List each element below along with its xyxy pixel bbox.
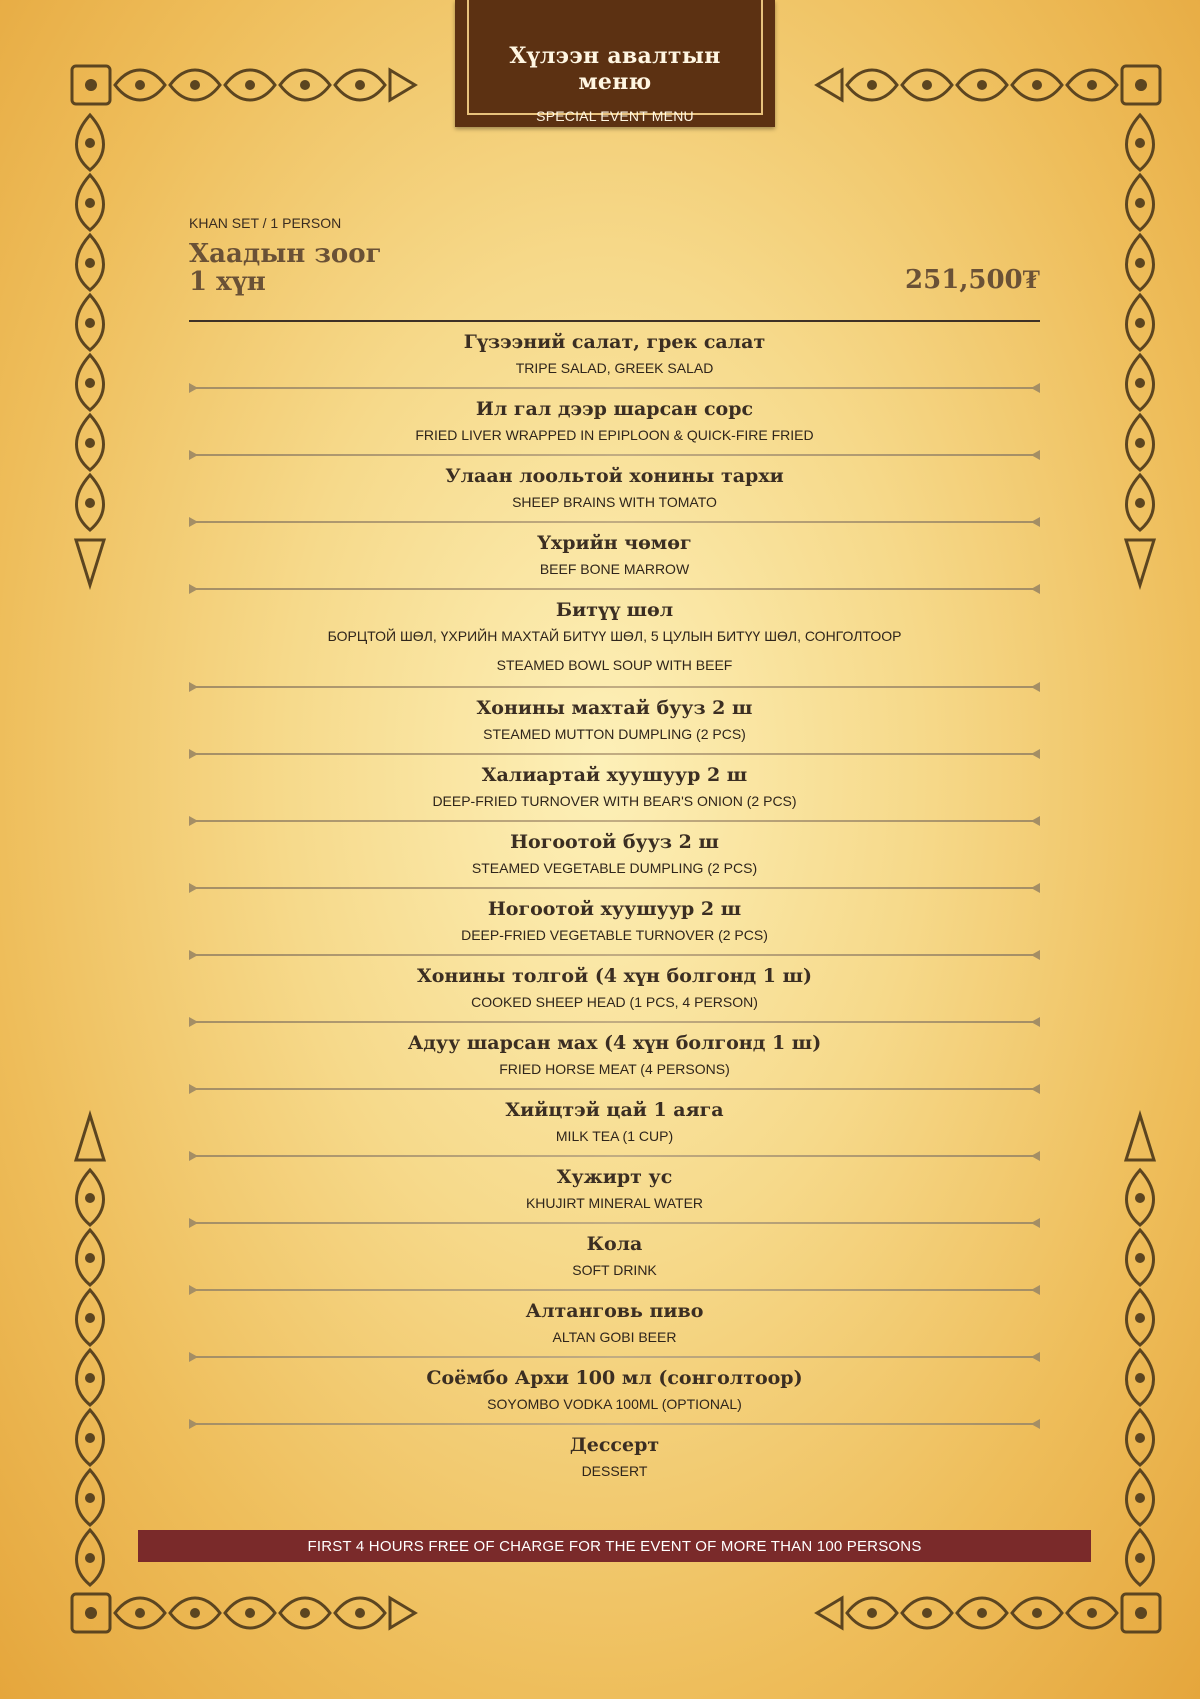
menu-item-name: Хонины махтай бууз 2 ш [476, 697, 753, 719]
menu-list [189, 322, 1040, 1492]
ornament-top-left-icon [70, 60, 420, 110]
menu-item [189, 590, 1040, 688]
ornament-right-lower-icon [1118, 1110, 1162, 1590]
page-subtitle: SPECIAL EVENT MENU [536, 108, 694, 124]
menu-item [189, 1023, 1040, 1090]
menu-item-subtitle: TRIPE SALAD, GREEK SALAD [515, 360, 714, 376]
menu-item-subtitle: SHEEP BRAINS WITH TOMATO [512, 494, 717, 510]
menu-item [189, 1425, 1040, 1492]
menu-item-subtitle: SOFT DRINK [572, 1262, 657, 1278]
menu-item-subtitle-secondary: STEAMED BOWL SOUP WITH BEEF [496, 657, 733, 673]
promo-banner: FIRST 4 HOURS FREE OF CHARGE FOR THE EVENT OF MORE THAN 100 PERSONS [138, 1530, 1091, 1562]
menu-item-name: Хужирт ус [556, 1166, 673, 1188]
menu-item-name: Дессерт [569, 1434, 660, 1456]
menu-item [189, 1090, 1040, 1157]
menu-item-name: Ил гал дээр шарсан сорс [475, 398, 754, 420]
menu-item-subtitle: STEAMED MUTTON DUMPLING (2 PCS) [483, 726, 746, 742]
menu-item-subtitle: FRIED HORSE MEAT (4 PERSONS) [499, 1061, 730, 1077]
menu-item-name: Хийцтэй цай 1 аяга [505, 1099, 724, 1121]
menu-item-subtitle: SOYOMBO VODKA 100ML (OPTIONAL) [487, 1396, 742, 1412]
menu-item-subtitle: STEAMED VEGETABLE DUMPLING (2 PCS) [471, 860, 758, 876]
menu-item [189, 456, 1040, 523]
menu-item-subtitle: DEEP-FRIED TURNOVER WITH BEAR'S ONION (2 PCS) [432, 793, 797, 809]
header-plaque [455, 0, 775, 127]
set-title [189, 240, 489, 296]
menu-item-name: Адуу шарсан мах (4 хүн болгонд 1 ш) [407, 1032, 822, 1054]
menu-item [189, 1291, 1040, 1358]
menu-item [189, 755, 1040, 822]
set-price: 251,500₮ [905, 265, 1040, 295]
menu-item-name: Кола [586, 1233, 643, 1255]
ornament-left-lower-icon [68, 1110, 112, 1590]
menu-item-name: Үхрийн чөмөг [537, 532, 692, 554]
menu-item-subtitle: KHUJIRT MINERAL WATER [525, 1195, 704, 1211]
menu-item [189, 1358, 1040, 1425]
ornament-top-right-icon [812, 60, 1162, 110]
menu-item [189, 1224, 1040, 1291]
menu-item [189, 389, 1040, 456]
set-title-line1: Хаадын зоог [189, 239, 382, 269]
menu-item-name: Соёмбо Архи 100 мл (сонголтоор) [426, 1367, 803, 1389]
ornament-left-upper-icon [68, 110, 112, 590]
menu-item-subtitle: DESSERT [581, 1463, 648, 1479]
menu-item [189, 889, 1040, 956]
menu-item-name: Гүзээний салат, грек салат [463, 331, 766, 353]
menu-item-name: Хонины толгой (4 хүн болгонд 1 ш) [416, 965, 813, 987]
set-label: KHAN SET / 1 PERSON [189, 215, 342, 231]
menu-item [189, 822, 1040, 889]
menu-item-subtitle: БОРЦТОЙ ШӨЛ, ҮХРИЙН МАХТАЙ БИТҮҮ ШӨЛ, 5 ЦУЛЫН БИТҮҮ ШӨЛ, СОНГОЛТООР [327, 628, 902, 644]
menu-item-subtitle: MILK TEA (1 CUP) [555, 1128, 674, 1144]
menu-item-subtitle: FRIED LIVER WRAPPED IN EPIPLOON & QUICK-FIRE FRIED [415, 427, 814, 443]
menu-item-name: Битүү шөл [555, 599, 674, 621]
menu-item-subtitle: DEEP-FRIED VEGETABLE TURNOVER (2 PCS) [461, 927, 768, 943]
menu-item-subtitle: COOKED SHEEP HEAD (1 PCS, 4 PERSON) [471, 994, 758, 1010]
menu-item-subtitle: BEEF BONE MARROW [539, 561, 690, 577]
header-frame [467, 0, 763, 124]
ornament-bottom-right-icon [812, 1588, 1162, 1638]
ornament-right-upper-icon [1118, 110, 1162, 590]
menu-item [189, 523, 1040, 590]
menu-item [189, 1157, 1040, 1224]
menu-item [189, 688, 1040, 755]
menu-item [189, 322, 1040, 389]
menu-item-name: Ногоотой бууз 2 ш [510, 831, 719, 853]
menu-item-subtitle: ALTAN GOBI BEER [552, 1329, 677, 1345]
menu-item-name: Улаан лоольтой хонины тархи [445, 465, 784, 487]
set-title-line2: 1 хүн [189, 267, 266, 297]
menu-item-name: Алтанговь пиво [525, 1300, 704, 1322]
ornament-bottom-left-icon [70, 1588, 420, 1638]
menu-item-name: Халиартай хуушуур 2 ш [481, 764, 748, 786]
page-title: Хүлээн авалтын меню [509, 43, 721, 95]
menu-item [189, 956, 1040, 1023]
menu-item-name: Ногоотой хуушуур 2 ш [487, 898, 742, 920]
